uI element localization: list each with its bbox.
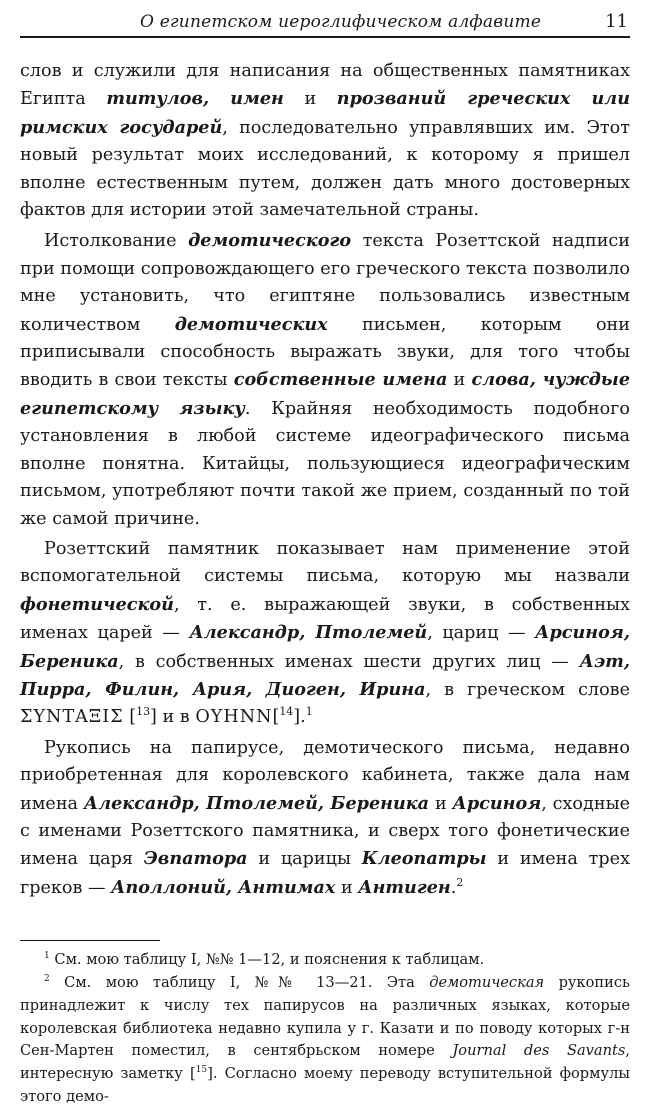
reference-mark: 15 (195, 1065, 208, 1076)
italic-run: Александр, Птолемей (189, 622, 428, 644)
text-run: , в греческом слове (425, 679, 631, 700)
text-run: См. мою таблицу I, №№ 13—21. Эта (49, 973, 430, 991)
paragraph (20, 58, 630, 224)
footnote (20, 949, 630, 972)
paragraph (20, 536, 630, 732)
text-run: , т. е. выражающей звуки, в собственных именах царей — (20, 594, 630, 644)
text-run: См. мою таблицу I, №№ 1—12, и пояснения к таблицам. (49, 951, 485, 969)
reference-mark: 14 (279, 705, 294, 719)
text-run: [ (123, 707, 137, 728)
running-head (20, 0, 630, 38)
main-text (20, 58, 630, 902)
paragraph (20, 735, 630, 902)
footnotes (20, 949, 630, 1109)
text-run: слов и служили для написания на общественных памятниках Египта (20, 61, 630, 110)
italic-run: титулов, имен (106, 88, 284, 110)
text-run: , интересную заметку [ (20, 1042, 631, 1083)
reference-mark: 1 (305, 705, 313, 719)
italic-run: Арсиноя, Береника (20, 622, 630, 672)
italic-run: Аэт, Пирра, Филин, Ария, Диоген, Ирина (20, 650, 630, 700)
text-run: , последовательно управлявших им. Этот новый результат моих исследований, к которому я пришел вполне естественным путем, должен дать много достоверных фактов для истории этой замечательной страны. (20, 117, 630, 221)
italic-run: Антиген (358, 876, 451, 898)
reference-mark: 1 (44, 951, 50, 962)
text-run: ΣΥΝΤΑΞΙΣ (20, 707, 124, 728)
text-run: и (283, 89, 337, 110)
footnote (20, 972, 630, 1109)
text-run: ]. Согласно моему переводу вступительной формулы этого демо- (20, 1065, 630, 1105)
text-run: , цариц — (427, 623, 536, 644)
paragraph (20, 227, 630, 532)
italic-run: собственные имена (233, 369, 448, 391)
italic-run: Эвпатора (143, 848, 248, 870)
text-run: Истолкование (44, 231, 189, 252)
text-run: и царицы (247, 849, 362, 870)
italic-run: Journal des Savants (452, 1042, 626, 1060)
page-number: 11 (605, 11, 628, 32)
text-run: рукопись принадлежит к числу тех папирусов на различных языках, которые королевская библиотека недавно купила у г. Казати и по поводу которых г-н Сен-Мартен поместил, в сентябрьском номере (20, 973, 630, 1060)
text-run: ΟΥΗΝΝ (195, 707, 273, 728)
reference-mark: 2 (44, 974, 50, 985)
italic-run: прозваний греческих или римских государей (20, 88, 630, 138)
text-run: Рукопись на папирусе, демотического письма, недавно приобретенная для королевского кабинета, также дала нам имена (20, 737, 630, 814)
running-title: О египетском иероглифическом алфавите (140, 12, 542, 32)
italic-run: демотических (174, 313, 328, 335)
footnote-divider (20, 940, 160, 941)
text-run: Розеттский памятник показывает нам применение этой вспомогательной системы письма, которую мы назвали (20, 538, 630, 587)
text-run: , в собственных именах шести других лиц — (118, 651, 580, 672)
text-run: и (429, 793, 453, 814)
reference-mark: 13 (136, 705, 151, 719)
text-run: ]. (293, 707, 306, 728)
text-run: , сходные с именами Розеттского памятника, и сверх того фонетические имена царя (20, 793, 630, 870)
text-run: и имена трех греков — (20, 849, 630, 898)
italic-run: Александр, Птолемей, Береника (83, 792, 430, 814)
italic-run: демотического (188, 230, 352, 252)
italic-run: Арсиноя (452, 792, 542, 814)
text-run: ] и в (150, 707, 196, 728)
text-run: . (450, 877, 457, 898)
italic-run: Аполлоний, Антимах (111, 876, 336, 898)
text-run: и (447, 370, 472, 391)
text-run: письмен, которым они приписывали способность выражать звуки, для того чтобы вводить в свои тексты (20, 314, 630, 391)
text-run: и (335, 877, 359, 898)
italic-run: демотическая (429, 973, 545, 991)
text-run: [ (272, 707, 280, 728)
reference-mark: 2 (456, 875, 464, 889)
text-run: текста Розеттской надписи при помощи сопровождающего его греческого текста позволило мне установить, что египтяне пользовались известным количеством (20, 231, 631, 335)
italic-run: слова, чуждые египетскому языку (20, 369, 631, 419)
italic-run: фонетической (20, 593, 174, 615)
text-run: . Крайняя необходимость подобного установления в любой системе идеографического письма вполне понятна. Китайцы, пользующиеся идеографическим письмом, употребляют почти такой же прием, созданный по той же самой причине. (20, 398, 630, 529)
italic-run: Клеопатры (361, 848, 487, 870)
